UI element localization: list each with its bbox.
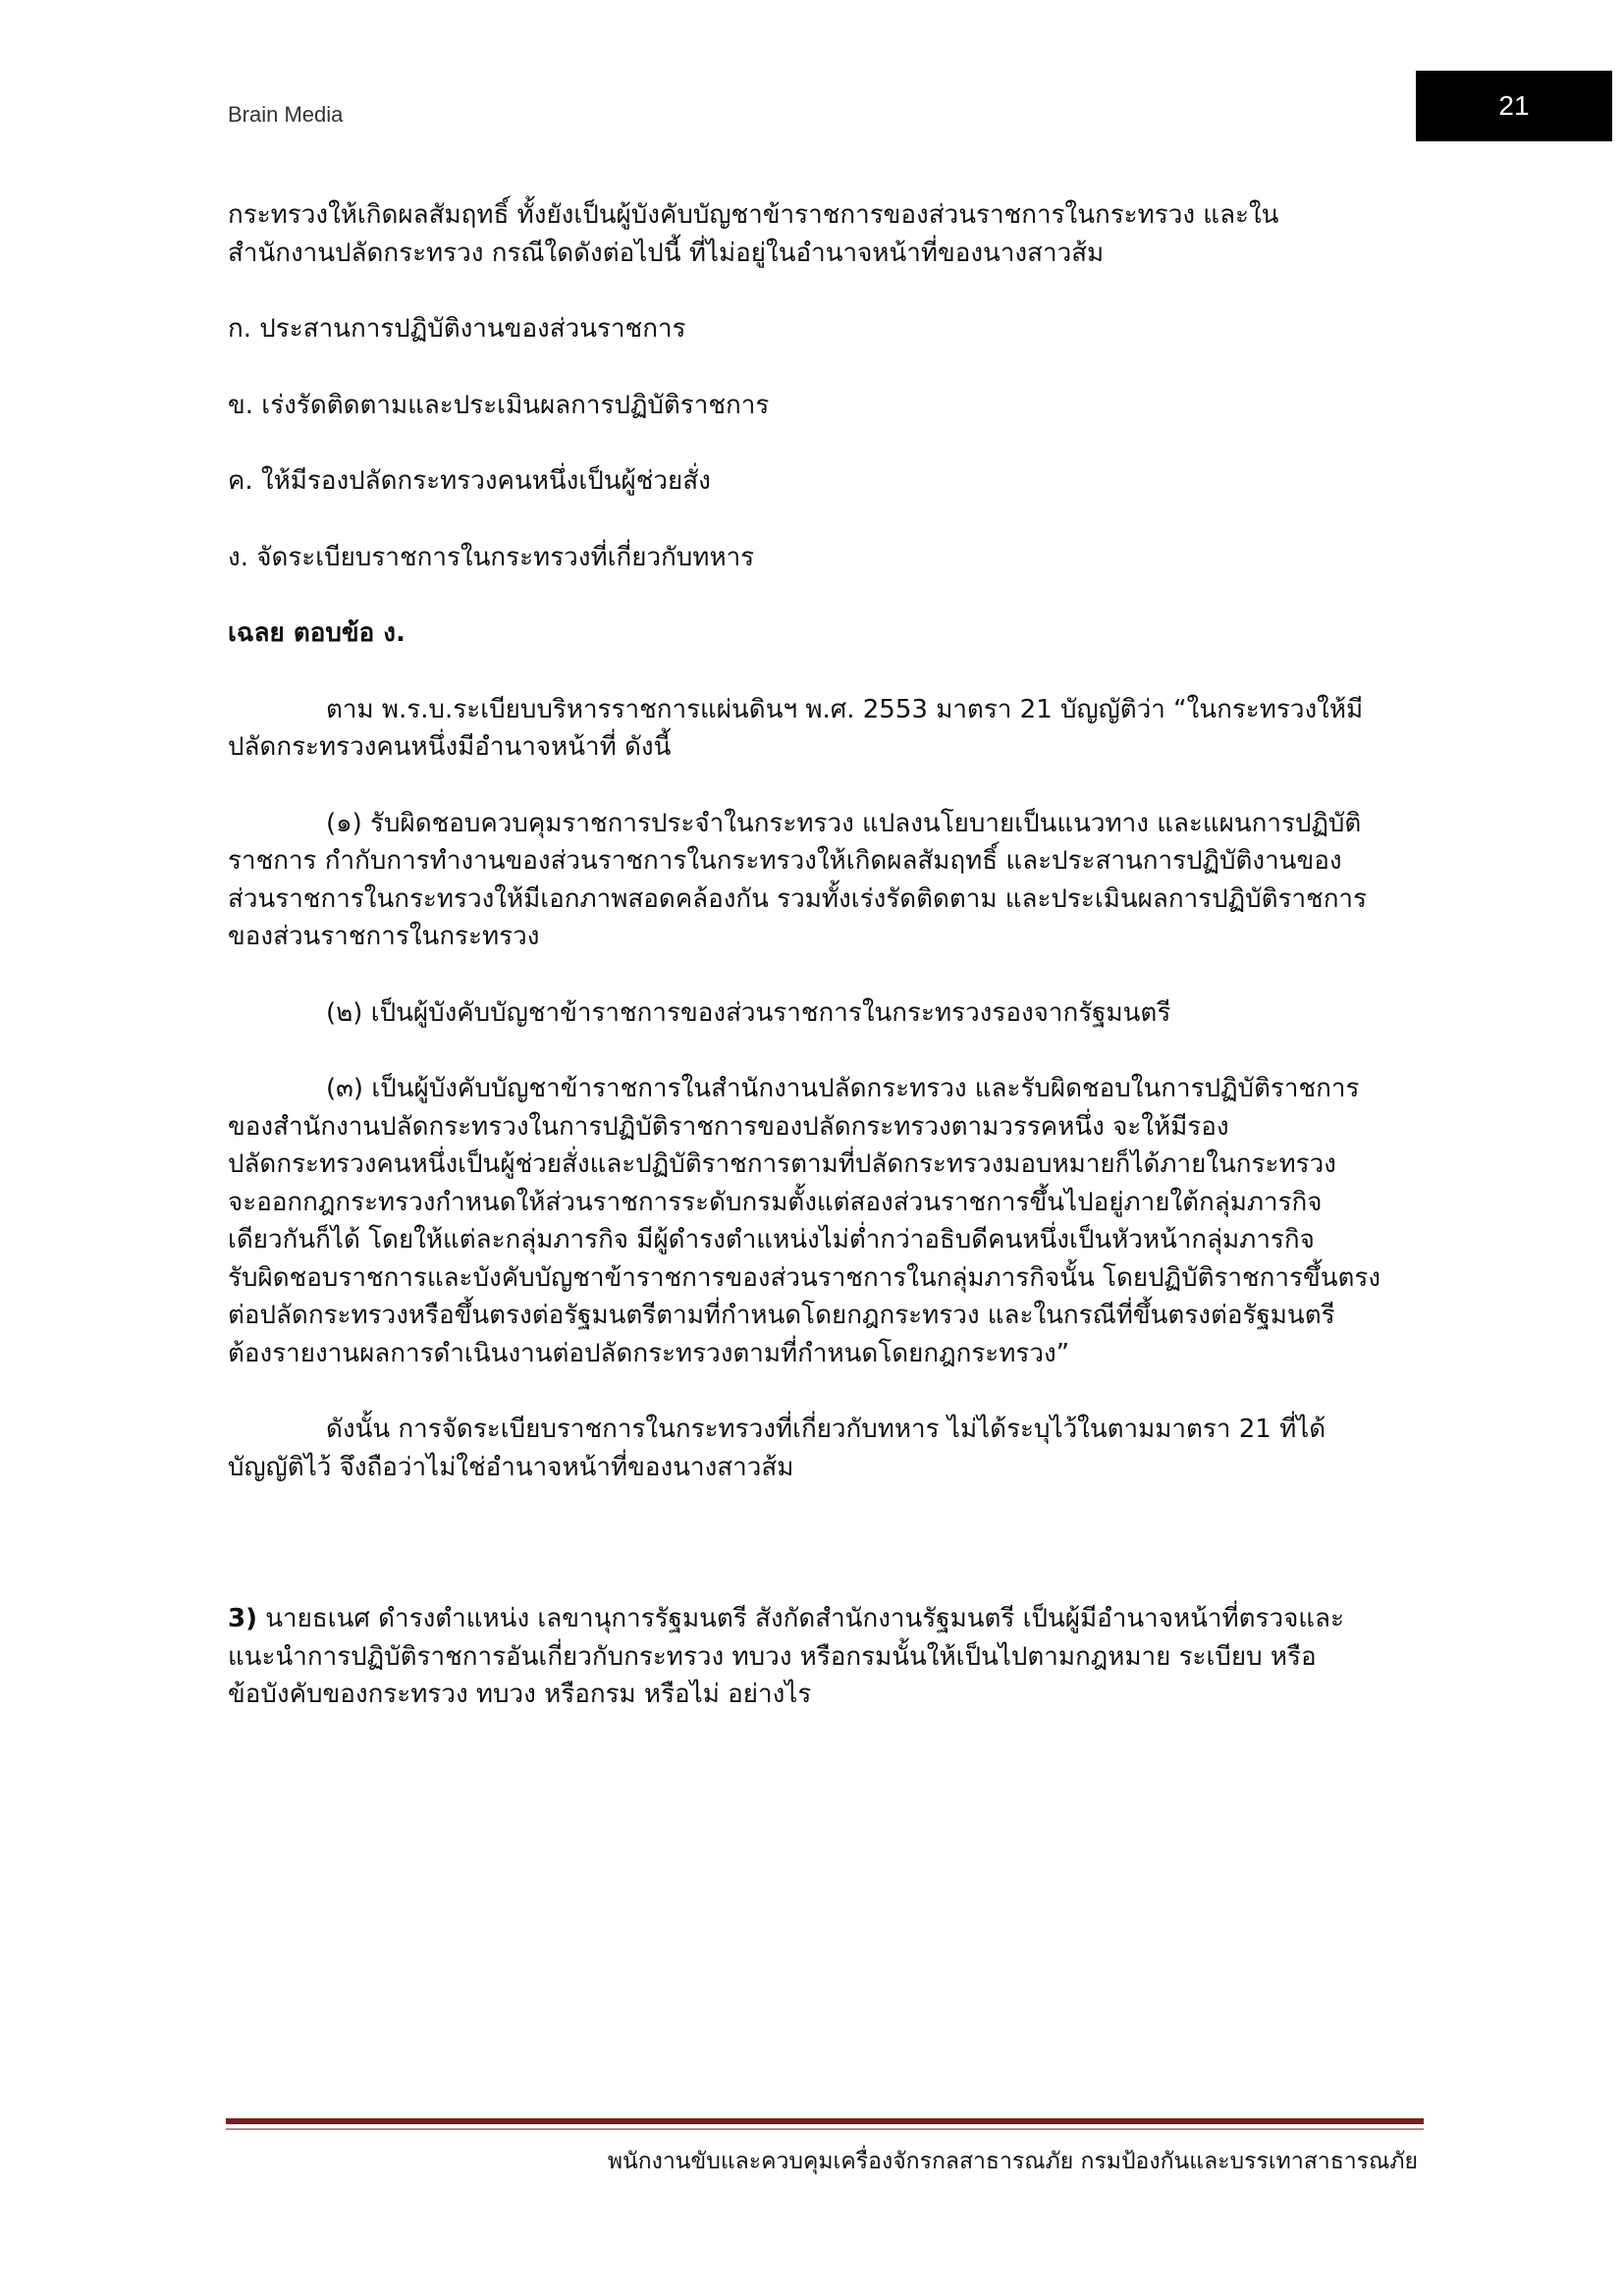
clause-3-line-8: ต้องรายงานผลการดำเนินงานต่อปลัดกระทรวงตามที่กำหนดโดยกฎกระทรวง”	[228, 1338, 1070, 1368]
law-intro-line-2: ปลัดกระทรวงคนหนึ่งมีอำนาจหน้าที่ ดังนี้	[228, 732, 672, 762]
footer-rule-thin	[226, 2128, 1424, 2130]
clause-3-line-6: รับผิดชอบราชการและบังคับบัญชาข้าราชการของส่วนราชการในกลุ่มภารกิจนั้น โดยปฏิบัติราชการขึ้นตรง	[228, 1262, 1381, 1293]
clause-3-line-4: จะออกกฎกระทรวงกำหนดให้ส่วนราชการระดับกรมตั้งแต่สองส่วนราชการขึ้นไปอยู่ภายใต้กลุ่มภารกิจ	[228, 1187, 1323, 1217]
conclusion-line-1: ดังนั้น การจัดระเบียบราชการในกระทรวงที่เกี่ยวกับทหาร ไม่ได้ระบุไว้ในตามมาตรา 21 ที่ได้	[326, 1415, 1326, 1444]
question-3-number: 3)	[228, 1604, 257, 1633]
clause-1-line-2: ราชการ กำกับการทำงานของส่วนราชการในกระทรวงให้เกิดผลสัมฤทธิ์ และประสานการปฏิบัติงานของ	[228, 846, 1342, 876]
law-intro-line-1: ตาม พ.ร.บ.ระเบียบบริหารราชการแผ่นดินฯ พ.ศ. 2553 มาตรา 21 บัญญัติว่า “ในกระทรวงให้มี	[326, 694, 1364, 724]
intro-line-1: กระทรวงให้เกิดผลสัมฤทธิ์ ทั้งยังเป็นผู้บังคับบัญชาข้าราชการของส่วนราชการในกระทรวง และใน	[228, 200, 1279, 230]
clause-2: (๒) เป็นผู้บังคับบัญชาข้าราชการของส่วนราชการในกระทรวงรองจากรัฐมนตรี	[326, 997, 1171, 1028]
footer-text: พนักงานขับและควบคุมเครื่องจักรกลสาธารณภัย กรมป้องกันและบรรเทาสาธารณภัย	[607, 2149, 1418, 2174]
choice-c: ค. ให้มีรองปลัดกระทรวงคนหนึ่งเป็นผู้ช่วยสั่ง	[228, 466, 711, 496]
clause-1-line-3: ส่วนราชการในกระทรวงให้มีเอกภาพสอดคล้องกัน รวมทั้งเร่งรัดติดตาม และประเมินผลการปฏิบัติราชการ	[228, 883, 1367, 914]
choice-b: ข. เร่งรัดติดตามและประเมินผลการปฏิบัติราชการ	[228, 390, 770, 420]
intro-line-2: สำนักงานปลัดกระทรวง กรณีใดดังต่อไปนี้ ที่ไม่อยู่ในอำนาจหน้าที่ของนางสาวส้ม	[228, 238, 1105, 268]
page-content	[228, 196, 1416, 1714]
page-number: 21	[1416, 71, 1612, 141]
choice-a: ก. ประสานการปฏิบัติงานของส่วนราชการ	[228, 314, 686, 344]
answer-heading: เฉลย ตอบข้อ ง.	[228, 618, 406, 648]
clause-1-line-1: (๑) รับผิดชอบควบคุมราชการประจำในกระทรวง แปลงนโยบายเป็นแนวทาง และแผนการปฏิบัติ	[326, 808, 1362, 838]
question-3-line-1	[228, 1600, 1416, 1638]
choice-d: ง. จัดระเบียบราชการในกระทรวงที่เกี่ยวกับทหาร	[228, 542, 755, 572]
clause-3-line-7: ต่อปลัดกระทรวงหรือขึ้นตรงต่อรัฐมนตรีตามที่กำหนดโดยกฎกระทรวง และในกรณีที่ขึ้นตรงต่อรัฐมนตรี	[228, 1301, 1335, 1330]
clause-3-line-1: (๓) เป็นผู้บังคับบัญชาข้าราชการในสำนักงานปลัดกระทรวง และรับผิดชอบในการปฏิบัติราชการ	[326, 1074, 1360, 1103]
conclusion-line-2: บัญญัติไว้ จึงถือว่าไม่ใช่อำนาจหน้าที่ของนางสาวส้ม	[228, 1452, 794, 1482]
clause-3-line-5: เดียวกันก็ได้ โดยให้แต่ละกลุ่มภารกิจ มีผู้ดำรงตำแหน่งไม่ต่ำกว่าอธิบดีคนหนึ่งเป็นหัวหน้ากลุ่มภารกิจ	[228, 1225, 1315, 1255]
question-3-line-3: ข้อบังคับของกระทรวง ทบวง หรือกรม หรือไม่ อย่างไร	[228, 1680, 812, 1709]
header-brand: Brain Media	[228, 102, 344, 127]
clause-1-line-4: ของส่วนราชการในกระทรวง	[228, 922, 540, 951]
footer-rule	[226, 2118, 1424, 2124]
clause-3-line-3: ปลัดกระทรวงคนหนึ่งเป็นผู้ช่วยสั่งและปฏิบัติราชการตามที่ปลัดกระทรวงมอบหมายก็ได้ภายในกระทรวง	[228, 1149, 1336, 1179]
question-3-line-2: แนะนำการปฏิบัติราชการอันเกี่ยวกับกระทรวง ทบวง หรือกรมนั้นให้เป็นไปตามกฎหมาย ระเบียบ หรือ	[228, 1641, 1317, 1672]
clause-3-line-2: ของสำนักงานปลัดกระทรวงในการปฏิบัติราชการของปลัดกระทรวงตามวรรคหนึ่ง จะให้มีรอง	[228, 1111, 1229, 1142]
question-3-text: นายธเนศ ดำรงตำแหน่ง เลขานุการรัฐมนตรี สังกัดสำนักงานรัฐมนตรี เป็นผู้มีอำนาจหน้าที่ตรวจและ	[256, 1604, 1344, 1633]
